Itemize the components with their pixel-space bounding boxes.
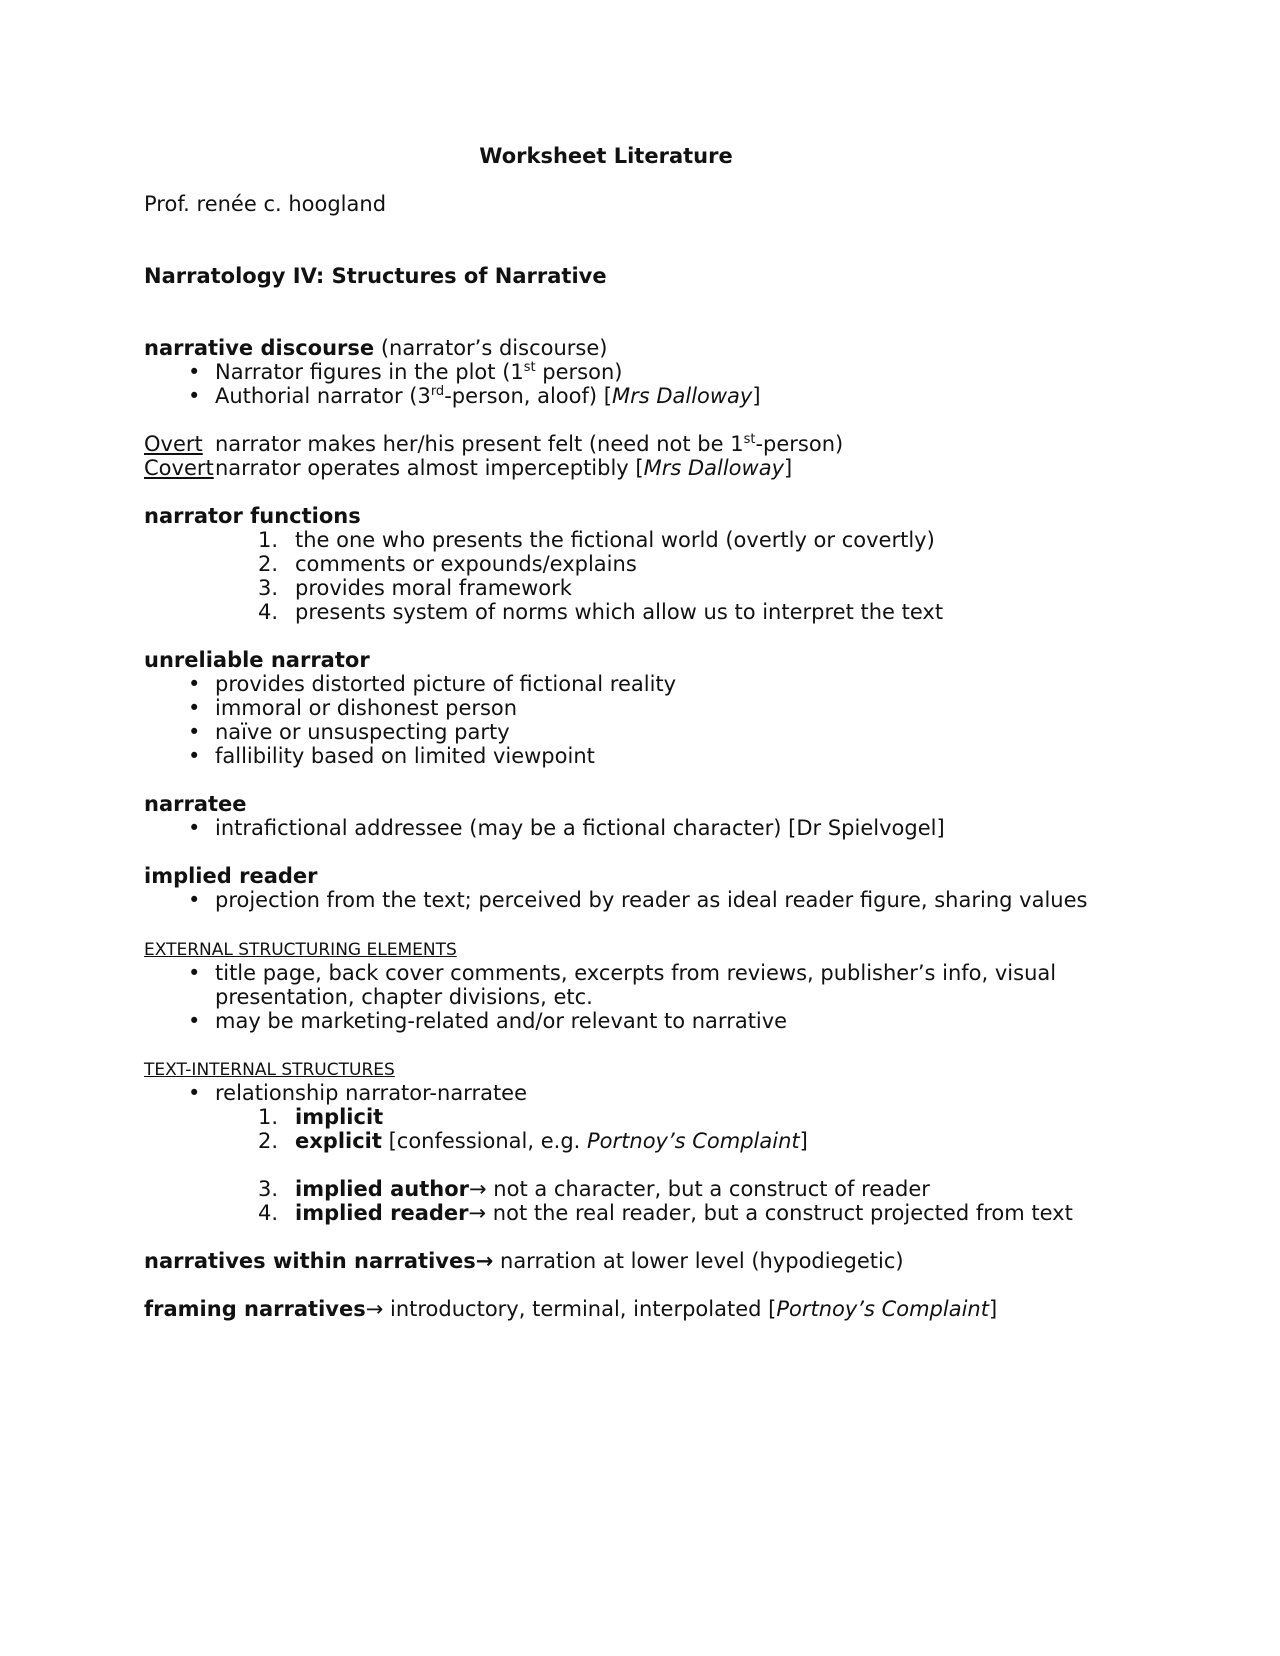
external-heading: EXTERNAL STRUCTURING ELEMENTS <box>144 940 457 960</box>
list-item: 3. provides moral framework <box>257 576 572 600</box>
narratee-heading: narratee <box>144 792 247 816</box>
bullet-icon: • <box>188 696 201 720</box>
arrow-icon: → <box>468 1201 487 1225</box>
arrow-icon: → <box>365 1297 384 1321</box>
internal-heading: TEXT-INTERNAL STRUCTURES <box>144 1060 395 1080</box>
list-item: • provides distorted picture of fictional reality <box>188 672 677 696</box>
list-item: 1. implicit <box>257 1105 384 1129</box>
bullet-icon: • <box>188 360 201 384</box>
implied-reader-heading: implied reader <box>144 864 318 888</box>
bullet-icon: • <box>188 961 201 985</box>
covert-line: Covert narrator operates almost imperceptibly [Mrs Dalloway] <box>144 456 793 480</box>
list-item: • immoral or dishonest person <box>188 696 518 720</box>
covert-term: Covert <box>144 456 214 480</box>
discourse-desc: (narrator’s discourse) <box>374 336 608 360</box>
document-title: Worksheet Literature <box>479 144 733 168</box>
list-item: 4. implied reader→ not the real reader, but a construct projected from text <box>257 1201 1073 1225</box>
framing-term: framing narratives <box>144 1297 366 1321</box>
framing-line: framing narratives→ introductory, terminal, interpolated [Portnoy’s Complaint] <box>144 1297 998 1321</box>
bullet-icon: • <box>188 816 201 840</box>
arrow-icon: → <box>475 1249 494 1273</box>
bullet-icon: • <box>188 672 201 696</box>
list-item: • naïve or unsuspecting party <box>188 720 510 744</box>
list-item: • fallibility based on limited viewpoint <box>188 744 595 768</box>
discourse-line <box>144 335 607 361</box>
list-item: • projection from the text; perceived by reader as ideal reader figure, sharing values <box>188 888 1088 912</box>
within-line: narratives within narratives→ narration at lower level (hypodiegetic) <box>144 1249 904 1273</box>
bullet-icon: • <box>188 1009 201 1033</box>
list-item: 4. presents system of norms which allow us to interpret the text <box>257 600 944 624</box>
list-item: 2. comments or expounds/explains <box>257 552 637 576</box>
list-item-continuation: presentation, chapter divisions, etc. <box>215 985 593 1009</box>
arrow-icon: → <box>469 1177 487 1201</box>
bullet-icon: • <box>188 1081 201 1105</box>
bullet-icon: • <box>188 888 201 912</box>
section-heading: Narratology IV: Structures of Narrative <box>144 264 607 288</box>
bullet-icon: • <box>188 720 201 744</box>
unreliable-heading: unreliable narrator <box>144 648 370 672</box>
list-item: 1. the one who presents the fictional world (overtly or covertly) <box>257 528 935 552</box>
overt-line: Overt narrator makes her/his present felt (need not be 1st-person) <box>144 432 844 456</box>
list-item: • Narrator figures in the plot (1st person) <box>188 360 623 384</box>
within-term: narratives within narratives <box>144 1249 476 1273</box>
list-item: • may be marketing-related and/or relevant to narrative <box>188 1009 788 1033</box>
list-item: 2. explicit [confessional, e.g. Portnoy’s Complaint] <box>257 1129 808 1153</box>
bullet-icon: • <box>188 384 201 408</box>
list-item: 3. implied author→ not a character, but a construct of reader <box>257 1177 930 1201</box>
list-item: • Authorial narrator (3rd-person, aloof) [Mrs Dalloway] <box>188 384 761 408</box>
bullet-icon: • <box>188 744 201 768</box>
list-item: • relationship narrator-narratee <box>188 1081 528 1105</box>
discourse-term: narrative discourse <box>144 336 375 360</box>
overt-term: Overt <box>144 432 203 456</box>
functions-heading: narrator functions <box>144 504 361 528</box>
list-item: • title page, back cover comments, excerpts from reviews, publisher’s info, visual <box>188 961 1057 985</box>
author-line: Prof. renée c. hoogland <box>144 192 387 216</box>
list-item: • intrafictional addressee (may be a fictional character) [Dr Spielvogel] <box>188 816 945 840</box>
